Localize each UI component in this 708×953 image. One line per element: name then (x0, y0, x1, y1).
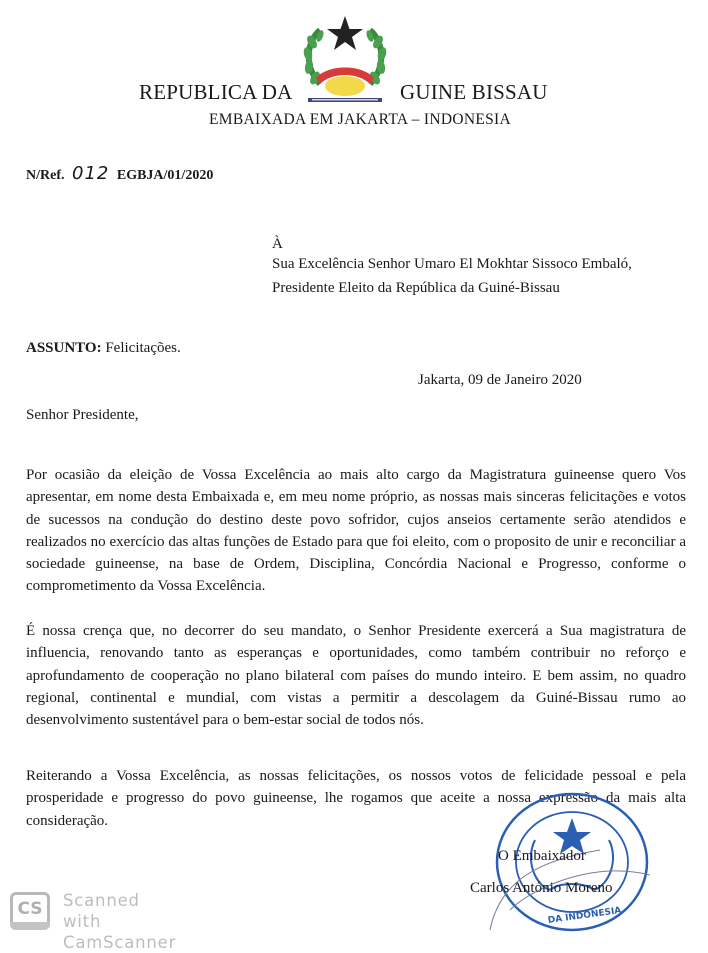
watermark-line-2: CamScanner (63, 933, 177, 952)
body-paragraph-1: Por ocasião da eleição de Vossa Excelência ao mais alto cargo da Magistratura guineense quero Vos apresentar, em nome desta Embaixada e, em meu nome próprio, as nossas mais sinceras felicitações e votos de sucessos na condução do destino deste povo sofridor, cujos anseios certamente serão atendidos e realizados no exercício das altas funções de Estado para que foi eleito, com o proposito de unir e reconciliar a sociedade guineense, na base de Ordem, Disciplina, Concórdia Nacional e Progresso, conforme o comprometimento da Vossa Excelência. (26, 467, 686, 595)
reference-code: EGBJA/01/2020 (116, 168, 214, 183)
subject-label: ASSUNTO: (26, 340, 102, 356)
coat-of-arms-emblem (298, 12, 392, 104)
signature-name: Carlos António Moreno (470, 880, 613, 896)
watermark-text (63, 890, 183, 953)
signature-title: O Embaixador (498, 848, 586, 864)
letter-date: Jakarta, 09 de Janeiro 2020 (418, 372, 582, 388)
reference-handwritten-number: 012 (72, 163, 110, 184)
body-paragraph-2: É nossa crença que, no decorrer do seu mandato, o Senhor Presidente exercerá a Sua magistratura de influencia, renovando tanto as esperanças e oportunidades, como também contribuir no reforço e aprofundamento de cooperação no plano bilateral com países do mundo inteiro. E bem assim, no quadro regional, continental e mundial, com vistas a permitir a descolagem da Guiné-Bissau rumo ao desenvolvimento sustentável para o bem-estar social de todos nós. (26, 623, 686, 729)
addressee-line-3: Presidente Eleito da República da Guiné-Bissau (272, 280, 560, 296)
camscanner-logo-icon: CS (10, 892, 50, 930)
salutation: Senhor Presidente, (26, 407, 139, 423)
camscanner-watermark (8, 888, 183, 952)
body-paragraph-3: Reiterando a Vossa Excelência, as nossas felicitações, os nossos votos de felicidade pessoal e pela prosperidade e progresso do povo guineense, lhe rogamos que aceite a nossa expressão da mais alta consideração. (26, 768, 686, 829)
reference-label: N/Ref. (26, 168, 65, 183)
letterhead-subtitle: EMBAIXADA EM JAKARTA – INDONESIA (209, 111, 511, 128)
addressee-line-1: À (272, 236, 283, 252)
letterhead-title-left: REPUBLICA DA (139, 80, 293, 104)
subject-line (26, 340, 181, 357)
reference-line (26, 163, 213, 184)
embassy-stamp (480, 790, 660, 940)
svg-text:DA INDONESIA: DA INDONESIA (547, 905, 622, 927)
addressee-line-2: Sua Excelência Senhor Umaro El Mokhtar Sissoco Embaló, (272, 256, 632, 272)
watermark-line-1: Scanned with (63, 891, 140, 931)
letterhead-title-right: GUINE BISSAU (400, 80, 548, 104)
subject-value: Felicitações. (105, 340, 181, 356)
